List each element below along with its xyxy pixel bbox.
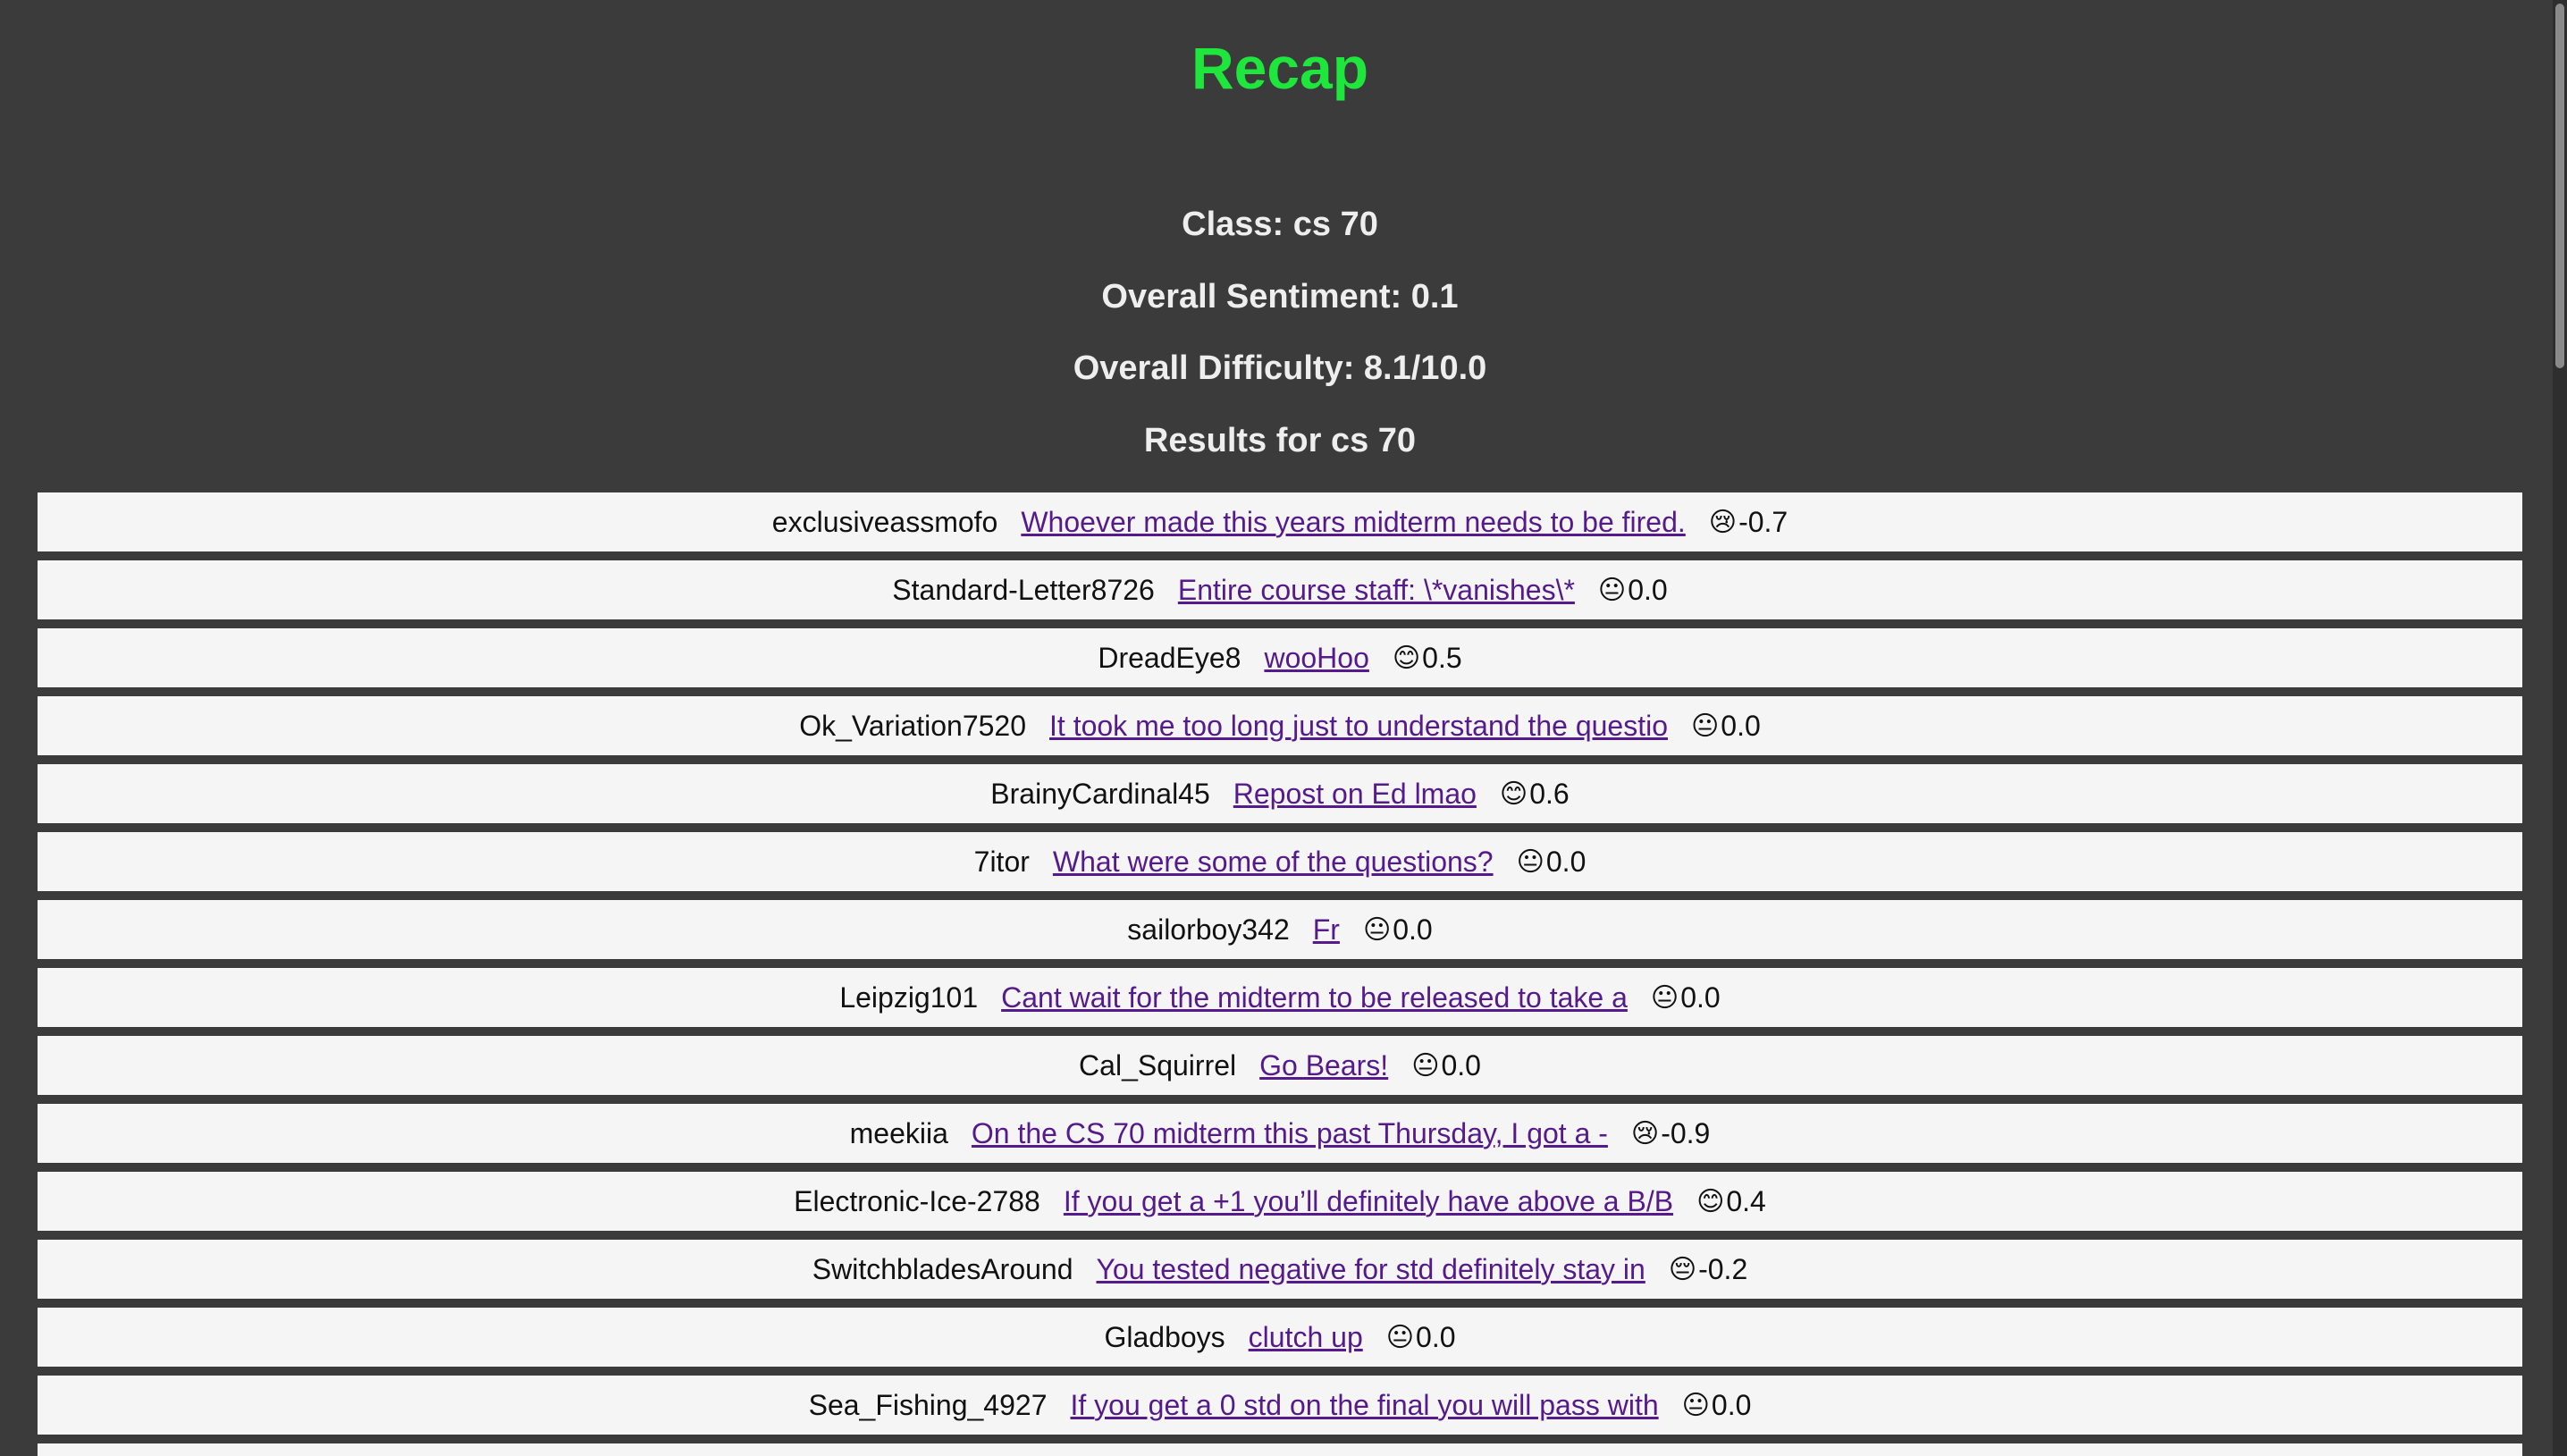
- result-row-partial: [38, 1443, 2522, 1456]
- result-sentiment: [1517, 846, 1586, 879]
- result-row: [38, 968, 2522, 1027]
- result-post-link[interactable]: wooHoo: [1264, 641, 1369, 674]
- sentiment-emoji-icon: 😔: [1668, 1253, 1697, 1285]
- sentiment-score: 0.6: [1529, 777, 1570, 810]
- result-sentiment: [1651, 981, 1721, 1014]
- result-sentiment: [1411, 1049, 1481, 1082]
- result-sentiment: [1500, 778, 1570, 811]
- result-username: Cal_Squirrel: [1079, 1048, 1237, 1081]
- result-post-link[interactable]: Whoever made this years midterm needs to be fired.: [1021, 505, 1686, 538]
- sentiment-emoji-icon: 😢: [1630, 1117, 1660, 1149]
- result-post-link[interactable]: If you get a 0 std on the final you will pass with: [1070, 1388, 1659, 1421]
- result-post-link[interactable]: If you get a +1 you’ll definitely have above a B/B: [1063, 1184, 1674, 1217]
- result-username: Ok_Variation7520: [799, 709, 1027, 742]
- result-post-link[interactable]: clutch up: [1248, 1320, 1363, 1353]
- result-post-link[interactable]: Go Bears!: [1259, 1048, 1389, 1081]
- result-row: [38, 696, 2522, 755]
- result-row: [38, 492, 2522, 551]
- class-line: Class: cs 70: [1182, 206, 1378, 243]
- result-username: SwitchbladesAround: [812, 1252, 1073, 1285]
- sentiment-emoji-icon: 😊: [1696, 1185, 1725, 1217]
- result-row: [38, 1376, 2522, 1435]
- sentiment-emoji-icon: 😐: [1362, 913, 1392, 946]
- sentiment-emoji-icon: 😊: [1499, 778, 1528, 810]
- result-sentiment: [1631, 1117, 1710, 1150]
- overall-difficulty-line: Overall Difficulty: 8.1/10.0: [1073, 349, 1487, 387]
- result-post-link[interactable]: Repost on Ed lmao: [1233, 777, 1477, 810]
- result-username: Standard-Letter8726: [892, 573, 1155, 606]
- result-post-link[interactable]: What were some of the questions?: [1052, 845, 1494, 878]
- sentiment-score: 0.0: [1628, 573, 1668, 606]
- result-row: [38, 832, 2522, 891]
- result-row: [38, 764, 2522, 823]
- result-username: Leipzig101: [839, 980, 979, 1014]
- sentiment-score: 0.0: [1711, 1388, 1752, 1421]
- result-sentiment: [1682, 1389, 1752, 1422]
- sentiment-score: 0.0: [1545, 845, 1586, 878]
- result-row: [38, 1240, 2522, 1299]
- sentiment-emoji-icon: 😐: [1650, 981, 1679, 1014]
- result-sentiment: [1363, 913, 1433, 947]
- result-post-link[interactable]: On the CS 70 midterm this past Thursday, I got a -: [971, 1116, 1608, 1149]
- sentiment-emoji-icon: 😐: [1516, 846, 1544, 878]
- result-post-link[interactable]: Entire course staff: \*vanishes\*: [1177, 573, 1575, 606]
- sentiment-score: 0.4: [1726, 1184, 1766, 1217]
- result-row: [38, 1172, 2522, 1231]
- result-sentiment: [1598, 574, 1668, 607]
- result-sentiment: [1393, 642, 1462, 675]
- page-title: Recap: [1191, 35, 1369, 101]
- result-row: [38, 628, 2522, 687]
- result-row: [38, 1104, 2522, 1163]
- sentiment-score: -0.9: [1661, 1116, 1711, 1149]
- result-sentiment: [1696, 1185, 1766, 1218]
- sentiment-emoji-icon: 😐: [1691, 710, 1720, 742]
- result-post-link[interactable]: Fr: [1312, 913, 1340, 946]
- result-row: [38, 560, 2522, 619]
- result-username: exclusiveassmofo: [771, 505, 998, 538]
- result-post-link[interactable]: It took me too long just to understand the questio: [1049, 709, 1669, 742]
- result-sentiment: [1691, 710, 1761, 743]
- result-username: sailorboy342: [1127, 913, 1290, 946]
- sentiment-emoji-icon: 😐: [1411, 1049, 1440, 1081]
- vertical-scrollbar[interactable]: [2553, 0, 2567, 1456]
- overall-sentiment-line: Overall Sentiment: 0.1: [1101, 278, 1459, 316]
- scrollbar-thumb[interactable]: [2555, 4, 2564, 368]
- result-username: Electronic-Ice-2788: [794, 1184, 1040, 1217]
- sentiment-score: -0.2: [1698, 1252, 1748, 1285]
- results-heading: Results for cs 70: [1143, 422, 1417, 459]
- sentiment-score: 0.0: [1680, 980, 1721, 1014]
- sentiment-score: 0.0: [1393, 913, 1433, 946]
- result-username: Sea_Fishing_4927: [808, 1388, 1048, 1421]
- sentiment-emoji-icon: 😐: [1681, 1389, 1710, 1421]
- sentiment-score: 0.5: [1422, 641, 1462, 674]
- result-row: [38, 1036, 2522, 1095]
- sentiment-score: -0.7: [1738, 505, 1788, 538]
- result-username: meekiia: [849, 1116, 948, 1149]
- result-username: Gladboys: [1104, 1320, 1225, 1353]
- result-row: [38, 1308, 2522, 1367]
- sentiment-emoji-icon: 😢: [1708, 506, 1738, 538]
- sentiment-score: 0.0: [1416, 1320, 1456, 1353]
- sentiment-emoji-icon: 😐: [1385, 1321, 1415, 1353]
- sentiment-emoji-icon: 😐: [1597, 574, 1627, 606]
- sentiment-score: 0.0: [1441, 1048, 1481, 1081]
- result-sentiment: [1709, 506, 1788, 539]
- result-row: [38, 900, 2522, 959]
- sentiment-emoji-icon: 😊: [1392, 642, 1421, 674]
- result-sentiment: [1669, 1253, 1747, 1286]
- result-post-link[interactable]: Cant wait for the midterm to be released to take a: [1001, 980, 1628, 1014]
- result-username: 7itor: [973, 845, 1030, 878]
- result-username: BrainyCardinal45: [990, 777, 1210, 810]
- results-list: [38, 492, 2522, 1456]
- result-username: DreadEye8: [1098, 641, 1241, 674]
- sentiment-score: 0.0: [1721, 709, 1761, 742]
- result-sentiment: [1386, 1321, 1456, 1354]
- result-post-link[interactable]: You tested negative for std definitely stay in: [1096, 1252, 1645, 1285]
